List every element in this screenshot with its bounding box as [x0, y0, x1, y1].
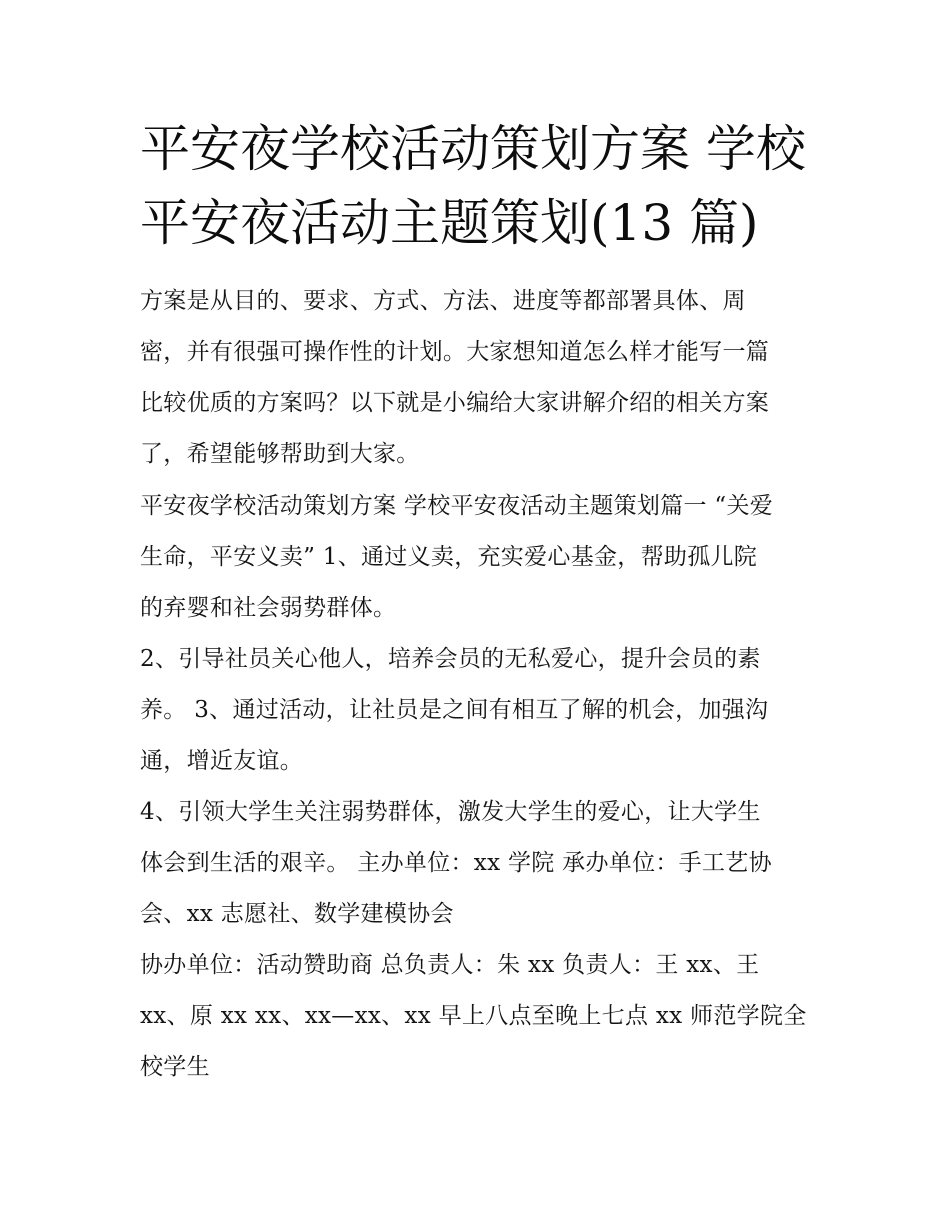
text-line: 通，增近友谊。 — [140, 748, 304, 774]
paragraph-goals-2-3 — [140, 634, 830, 787]
text-line: 会、xx 志愿社、数学建模协会 — [140, 901, 454, 927]
text-line: 了，希望能够帮助到大家。 — [140, 441, 420, 467]
document-body — [140, 276, 830, 1093]
text-line: 比较优质的方案吗？以下就是小编给大家讲解介绍的相关方案 — [140, 390, 770, 416]
text-line: 协办单位：活动赞助商 总负责人：朱 xx 负责人：王 xx、王 — [140, 952, 760, 978]
paragraph-intro — [140, 276, 830, 480]
text-line: 生命，平安义卖” 1、通过义卖，充实爱心基金，帮助孤儿院 — [140, 544, 758, 570]
paragraph-section-one — [140, 481, 830, 634]
text-line: 4、引领大学生关注弱势群体，激发大学生的爱心，让大学生 — [140, 799, 761, 825]
paragraph-goal-4-organizers — [140, 787, 830, 940]
text-line: 方案是从目的、要求、方式、方法、进度等都部署具体、周 — [140, 288, 746, 314]
text-line: 养。 3、通过活动，让社员是之间有相互了解的机会，加强沟 — [140, 697, 769, 723]
text-line: 的弃婴和社会弱势群体。 — [140, 595, 397, 621]
paragraph-co-organizers — [140, 940, 830, 1093]
title-line: 平安夜学校活动策划方案 学校 — [140, 120, 806, 178]
text-line: xx、原 xx xx、xx—xx、xx 早上八点至晚上七点 xx 师范学院全 — [140, 1003, 807, 1029]
title-line: 平安夜活动主题策划(13 篇) — [140, 194, 759, 252]
text-line: 体会到生活的艰辛。 主办单位：xx 学院 承办单位：手工艺协 — [140, 850, 772, 876]
text-line: 平安夜学校活动策划方案 学校平安夜活动主题策划篇一 “关爱 — [140, 493, 774, 519]
text-line: 校学生 — [140, 1054, 210, 1080]
document-title — [140, 112, 820, 260]
text-line: 密，并有很强可操作性的计划。大家想知道怎么样才能写一篇 — [140, 339, 770, 365]
text-line: 2、引导社员关心他人，培养会员的无私爱心，提升会员的素 — [140, 646, 761, 672]
